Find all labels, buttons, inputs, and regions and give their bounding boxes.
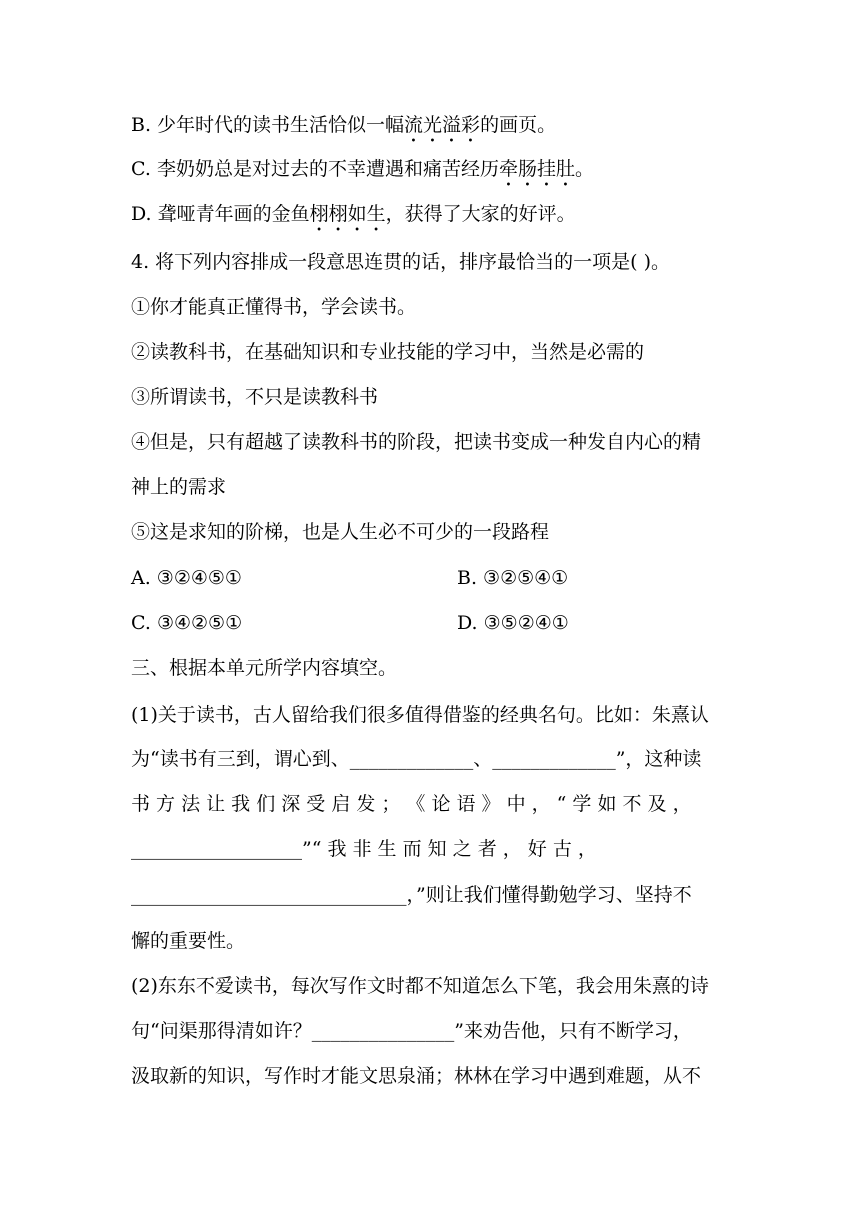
option-d-tail: ，获得了大家的好评。 — [385, 203, 576, 225]
choice-c: C. ③④②⑤① — [131, 612, 243, 634]
section-3-title: 三、根据本单元所学内容填空。 — [131, 657, 398, 679]
sentence-2: ②读教科书，在基础知识和专业技能的学习中，当然是必需的 — [131, 341, 645, 363]
option-c-line — [131, 156, 731, 191]
option-c-text: C. 李奶奶总是对过去的不幸遭遇和痛苦经历 — [131, 158, 499, 180]
part-1-line2: 为“读书有三到，谓心到、_____________、_____________”，这种读 — [131, 748, 702, 770]
choice-a: A. ③②④⑤① — [131, 567, 242, 589]
sentence-1: ①你才能真正懂得书，学会读书。 — [131, 296, 417, 318]
part-1-line4: __________________”“ 我 非 生 而 知 之 者 ， 好 古 ， — [131, 838, 597, 860]
option-b-tail: 的画页。 — [480, 114, 557, 136]
sentence-4-line1: ④但是，只有超越了读教科书的阶段，把读书变成一种发自内心的精 — [131, 431, 702, 453]
sentence-4-line2: 神上的需求 — [131, 476, 227, 498]
part-1-line3: 书 方 法 让 我 们 深 受 启 发 ； 《 论 语 》 中 ， “ 学 如 不 及 ， — [131, 793, 692, 815]
part-1-line1: (1)关于读书，古人留给我们很多值得借鉴的经典名句。比如：朱熹认 — [131, 704, 709, 726]
option-b-text: B. 少年时代的读书生活恰似一幅 — [131, 114, 405, 136]
option-d-line — [131, 201, 731, 236]
choice-d: D. ③⑤②④① — [457, 612, 569, 634]
option-d-text: D. 聋哑青年画的金鱼 — [131, 203, 310, 225]
part-2-line3: 汲取新的知识，写作时才能文思泉涌；林林在学习中遇到难题，从不 — [131, 1065, 702, 1087]
option-b-line — [131, 112, 731, 147]
part-1-line5: _____________________________，”则让我们懂得勤勉学习、坚持不 — [131, 884, 692, 906]
sentence-3: ③所谓读书，不只是读教科书 — [131, 386, 379, 408]
question-4-stem: 4. 将下列内容排成一段意思连贯的话，排序最恰当的一项是( )。 — [131, 251, 671, 273]
option-d-emphasis: 栩栩如生 — [309, 203, 386, 225]
part-2-line1: (2)东东不爱读书，每次写作文时都不知道怎么下笔，我会用朱熹的诗 — [131, 975, 709, 997]
option-c-tail: 。 — [574, 158, 594, 180]
part-2-line2: 句“问渠那得清如许？_______________”来劝告他，只有不断学习， — [131, 1020, 692, 1042]
part-1-line6: 懈的重要性。 — [131, 930, 246, 952]
option-c-emphasis: 牵肠挂肚 — [498, 158, 575, 180]
choice-b: B. ③②⑤④① — [457, 567, 569, 589]
option-b-emphasis: 流光溢彩 — [404, 114, 481, 136]
sentence-5: ⑤这是求知的阶梯，也是人生必不可少的一段路程 — [131, 521, 550, 543]
